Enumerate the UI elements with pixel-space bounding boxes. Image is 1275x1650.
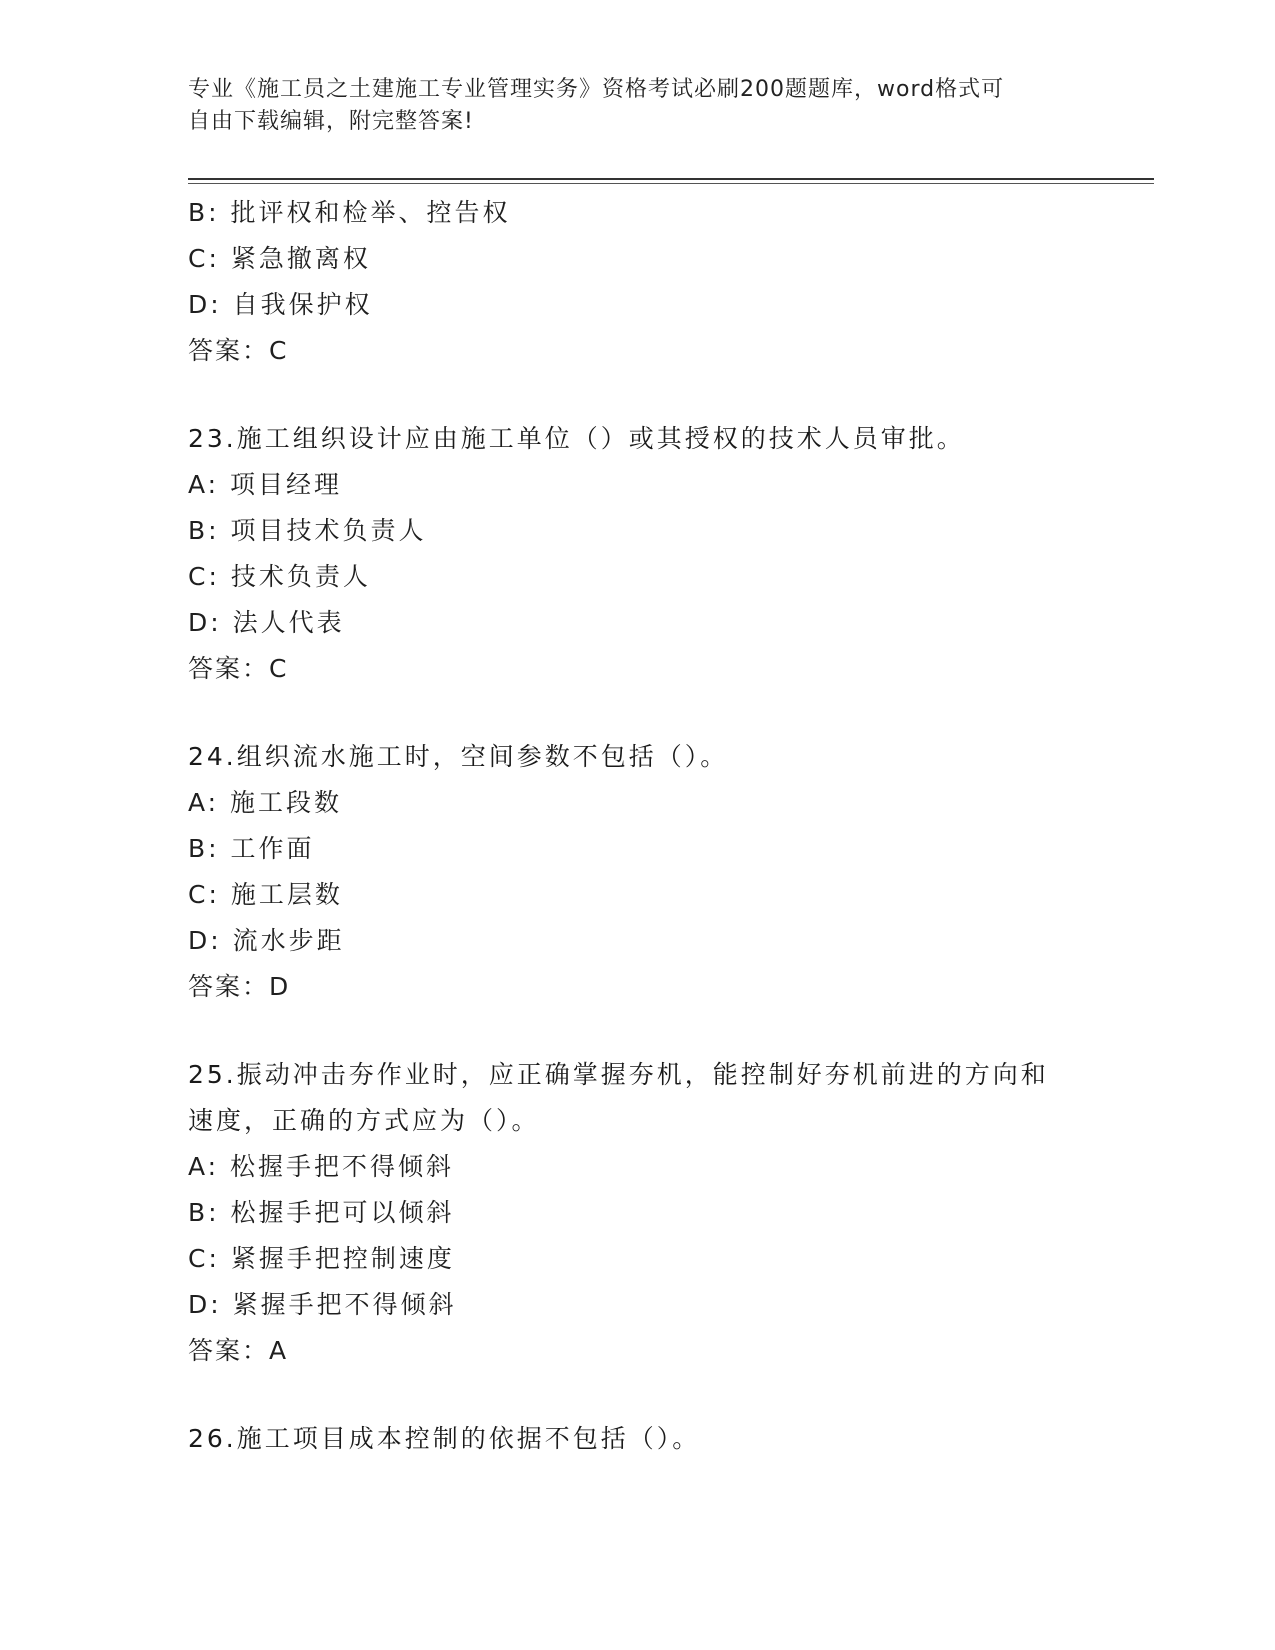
- question-23-text: 23.施工组织设计应由施工单位（）或其授权的技术人员审批。: [188, 424, 965, 453]
- option-b: B: 批评权和检举、控告权: [188, 198, 511, 227]
- option-a: A: 松握手把不得倾斜: [188, 1152, 455, 1181]
- question-25-text-line-2: 速度，正确的方式应为（）。: [188, 1106, 540, 1135]
- header-line-2: 自由下载编辑，附完整答案!: [188, 109, 474, 134]
- document-header: [188, 74, 1088, 138]
- answer-line: 答案：C: [188, 654, 289, 683]
- question-24-text: 24.组织流水施工时，空间参数不包括（）。: [188, 742, 729, 771]
- option-c: C: 紧急撤离权: [188, 244, 371, 273]
- question-list: [188, 190, 1154, 1462]
- header-divider-thick: [188, 178, 1154, 180]
- option-c: C: 技术负责人: [188, 562, 371, 591]
- option-d: D: 法人代表: [188, 608, 345, 637]
- header-line-1: 专业《施工员之土建施工专业管理实务》资格考试必刷200题题库，word格式可: [188, 77, 1005, 102]
- answer-line: 答案：C: [188, 336, 289, 365]
- option-b: B: 项目技术负责人: [188, 516, 427, 545]
- header-divider-thin: [188, 183, 1154, 184]
- answer-line: 答案：A: [188, 1336, 289, 1365]
- option-b: B: 松握手把可以倾斜: [188, 1198, 455, 1227]
- option-a: A: 施工段数: [188, 788, 343, 817]
- question-25-text-line-1: 25.振动冲击夯作业时，应正确掌握夯机，能控制好夯机前进的方向和: [188, 1060, 1049, 1089]
- question-26-text: 26.施工项目成本控制的依据不包括（）。: [188, 1424, 701, 1453]
- option-b: B: 工作面: [188, 834, 315, 863]
- answer-line: 答案：D: [188, 972, 291, 1001]
- option-c: C: 紧握手把控制速度: [188, 1244, 455, 1273]
- option-a: A: 项目经理: [188, 470, 343, 499]
- option-d: D: 自我保护权: [188, 290, 373, 319]
- option-d: D: 紧握手把不得倾斜: [188, 1290, 457, 1319]
- option-d: D: 流水步距: [188, 926, 345, 955]
- option-c: C: 施工层数: [188, 880, 343, 909]
